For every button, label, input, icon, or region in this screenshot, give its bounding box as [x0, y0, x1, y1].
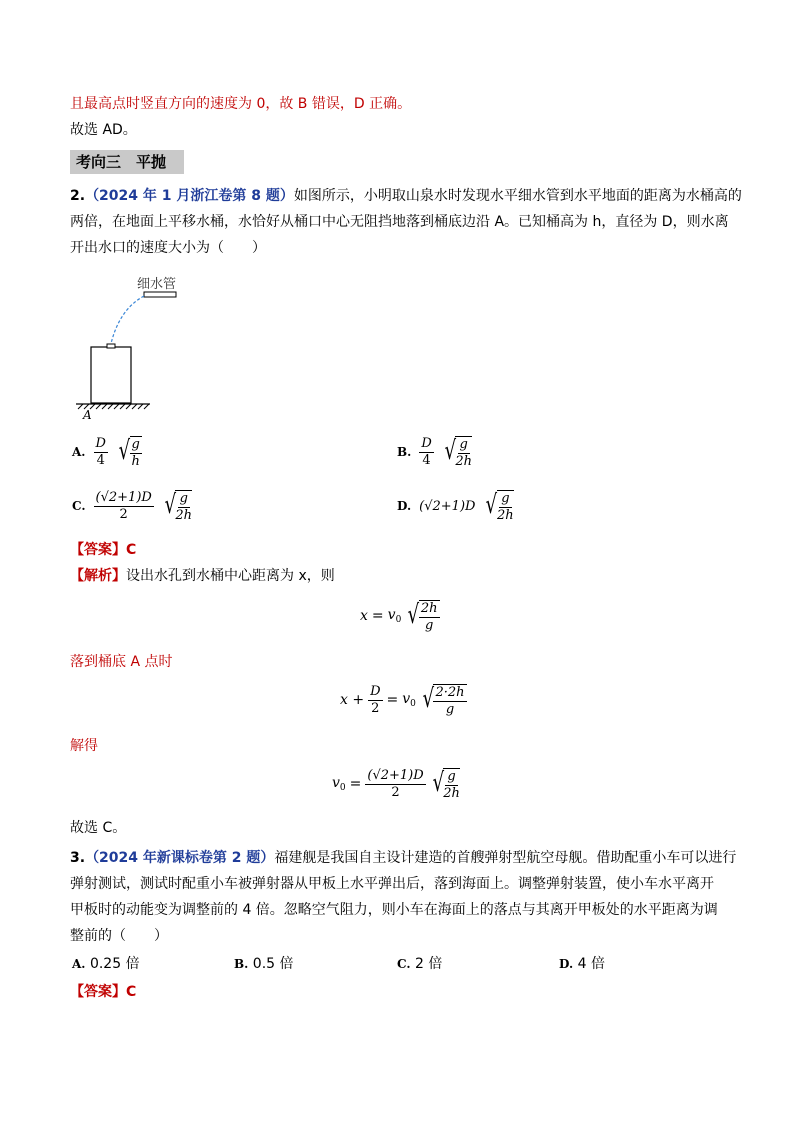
q3-option-d[interactable]	[559, 954, 605, 974]
eq3-frac-den: 2	[391, 784, 400, 800]
eq3-rad-num: g	[447, 769, 456, 784]
option-d-coef: (√2+1)D	[419, 498, 476, 514]
option-c-rad-den: 2h	[175, 508, 193, 523]
eq2-rad-num: 2·2h	[435, 685, 465, 700]
q3-stem-2: 弹射测试，测试时配重小车被弹射器从甲板上水平弹出后，落到海面上。调整弹射装置，使小车水平离开	[70, 876, 714, 892]
equation-3: $v_0$ = $\frac{(√2+1)D}{2}$ √ $\frac{g}{2h}$	[332, 767, 460, 801]
analysis-text-2: 落到桶底 A 点时	[70, 654, 173, 670]
q3-option-c[interactable]	[397, 954, 442, 974]
eq2-frac-num: D	[370, 683, 381, 699]
eq2-v: v	[402, 691, 411, 707]
eq1-rad-num: 2h	[420, 601, 438, 616]
point-a-label: A	[83, 408, 92, 422]
option-d-rad-den: 2h	[497, 508, 514, 523]
equation-1: x = $v_0$ √ $\frac{2h}{g}$	[360, 600, 438, 633]
option-a-label: A.	[72, 445, 86, 459]
q3-line1	[70, 848, 736, 868]
q2-stem-2: 两倍，在地面上平移水桶，水恰好从桶口中心无阻挡地落到桶底边沿 A。已知桶高为 h，直径为 D，则水离	[70, 214, 729, 230]
option-a-rad-num: g	[131, 437, 140, 452]
q2-number: 2.	[70, 188, 86, 204]
q2-option-d[interactable]: D. (√2+1)D √ $\frac{g}{2h}$	[397, 490, 514, 523]
q2-stem-1: 如图所示，小明取山泉水时发现水平细水管到水平地面的距离为水桶高的	[293, 188, 742, 204]
q3-option-d-label: D.	[559, 957, 574, 971]
option-a-den: 4	[96, 452, 105, 468]
option-b-num: D	[421, 435, 432, 451]
eq2-lhs: x +	[340, 692, 365, 708]
q3-option-c-label: C.	[397, 957, 411, 971]
q3-option-a[interactable]	[72, 954, 140, 974]
q2-stem-3: 开出水口的速度大小为（ ）	[70, 240, 266, 256]
q2-option-a[interactable]: A. $\frac{D}{4}$ √ $\frac{g}{h}$	[72, 435, 140, 469]
q2-option-b[interactable]: B. $\frac{D}{4}$ √ $\frac{g}{2h}$	[397, 435, 472, 469]
eq2-sub: 0	[410, 699, 416, 709]
bucket-figure	[70, 270, 200, 430]
option-b-den: 4	[422, 452, 431, 468]
q3-stem-1: 福建舰是我国自主设计建造的首艘弹射型航空母舰。借助配重小车可以进行	[274, 850, 737, 866]
option-a-rad-den: h	[131, 454, 140, 469]
eq1-rad-den: g	[425, 618, 434, 633]
q2-option-c[interactable]: C. $\frac{(√2+1)D}{2}$ √ $\frac{g}{2h}$	[72, 489, 193, 523]
eq1-sub: 0	[395, 615, 402, 625]
q2-source: （2024 年 1 月浙江卷第 8 题）	[85, 188, 294, 204]
q3-option-b[interactable]	[234, 954, 294, 974]
prev-analysis-line: 且最高点时竖直方向的速度为 0，故 B 错误，D 正确。	[70, 96, 412, 112]
option-a-num: D	[95, 435, 106, 451]
bucket-shape	[91, 347, 131, 403]
option-c-num: (√2+1)D	[95, 489, 152, 505]
eq2-rad-den: g	[445, 702, 455, 717]
eq3-frac-num: (√2+1)D	[367, 767, 424, 783]
equation-2: x + $\frac{D}{2}$ = $v_0$ √ $\frac{2\cdot 2h}{g}$	[340, 683, 465, 717]
answer-mark: 【答案】	[70, 542, 126, 558]
pipe-shape	[144, 292, 176, 297]
section-heading: 考向三 平抛	[70, 150, 184, 174]
eq2-frac-den: 2	[371, 700, 380, 716]
q3-number: 3.	[70, 850, 86, 866]
eq1-lhs: x	[360, 608, 368, 624]
q3-stem-3: 甲板时的动能变为调整前的 4 倍。忽略空气阻力，则小车在海面上的落点与其离开甲板处的水平距离为调	[70, 902, 718, 918]
analysis-text-3: 解得	[70, 738, 98, 754]
q3-option-c-text: 2 倍	[414, 956, 443, 972]
option-d-rad-num: g	[501, 491, 510, 506]
pipe-label: 细水管	[137, 277, 177, 292]
q3-option-d-text: 4 倍	[577, 956, 605, 972]
bucket-mouth	[107, 344, 115, 348]
q3-source: （2024 年新课标卷第 2 题）	[85, 850, 275, 866]
option-b-rad-den: 2h	[455, 454, 472, 469]
eq3-v: v	[332, 775, 340, 791]
eq3-eq: =	[349, 776, 362, 792]
q2-answer	[70, 540, 136, 560]
q3-option-a-label: A.	[72, 957, 86, 971]
eq3-sub: 0	[339, 783, 346, 793]
eq3-rad-den: 2h	[443, 786, 460, 801]
eq2-eq: =	[386, 692, 399, 708]
option-d-label: D.	[397, 499, 412, 513]
q2-conclusion: 故选 C。	[70, 820, 127, 836]
option-c-label: C.	[72, 499, 86, 513]
prev-conclusion: 故选 AD。	[70, 122, 137, 138]
option-c-den: 2	[119, 506, 128, 522]
q3-answer-value: C	[126, 984, 137, 1000]
q3-stem-4: 整前的（ ）	[70, 928, 168, 944]
option-c-rad-num: g	[179, 491, 188, 506]
option-b-label: B.	[397, 445, 412, 459]
analysis-line1: 设出水孔到水桶中心距离为 x，则	[126, 568, 335, 584]
eq1-eq: =	[371, 608, 384, 624]
eq1-v: v	[387, 607, 396, 623]
q3-option-a-text: 0.25 倍	[89, 956, 140, 972]
q3-answer	[70, 982, 136, 1002]
q2-line1	[70, 186, 742, 206]
answer-value: C	[126, 542, 137, 558]
option-b-rad-num: g	[459, 437, 468, 452]
analysis-mark: 【解析】	[70, 568, 126, 584]
q2-analysis	[70, 566, 335, 586]
q3-option-b-label: B.	[234, 957, 249, 971]
q3-answer-mark: 【答案】	[70, 984, 126, 1000]
q3-option-b-text: 0.5 倍	[252, 956, 294, 972]
